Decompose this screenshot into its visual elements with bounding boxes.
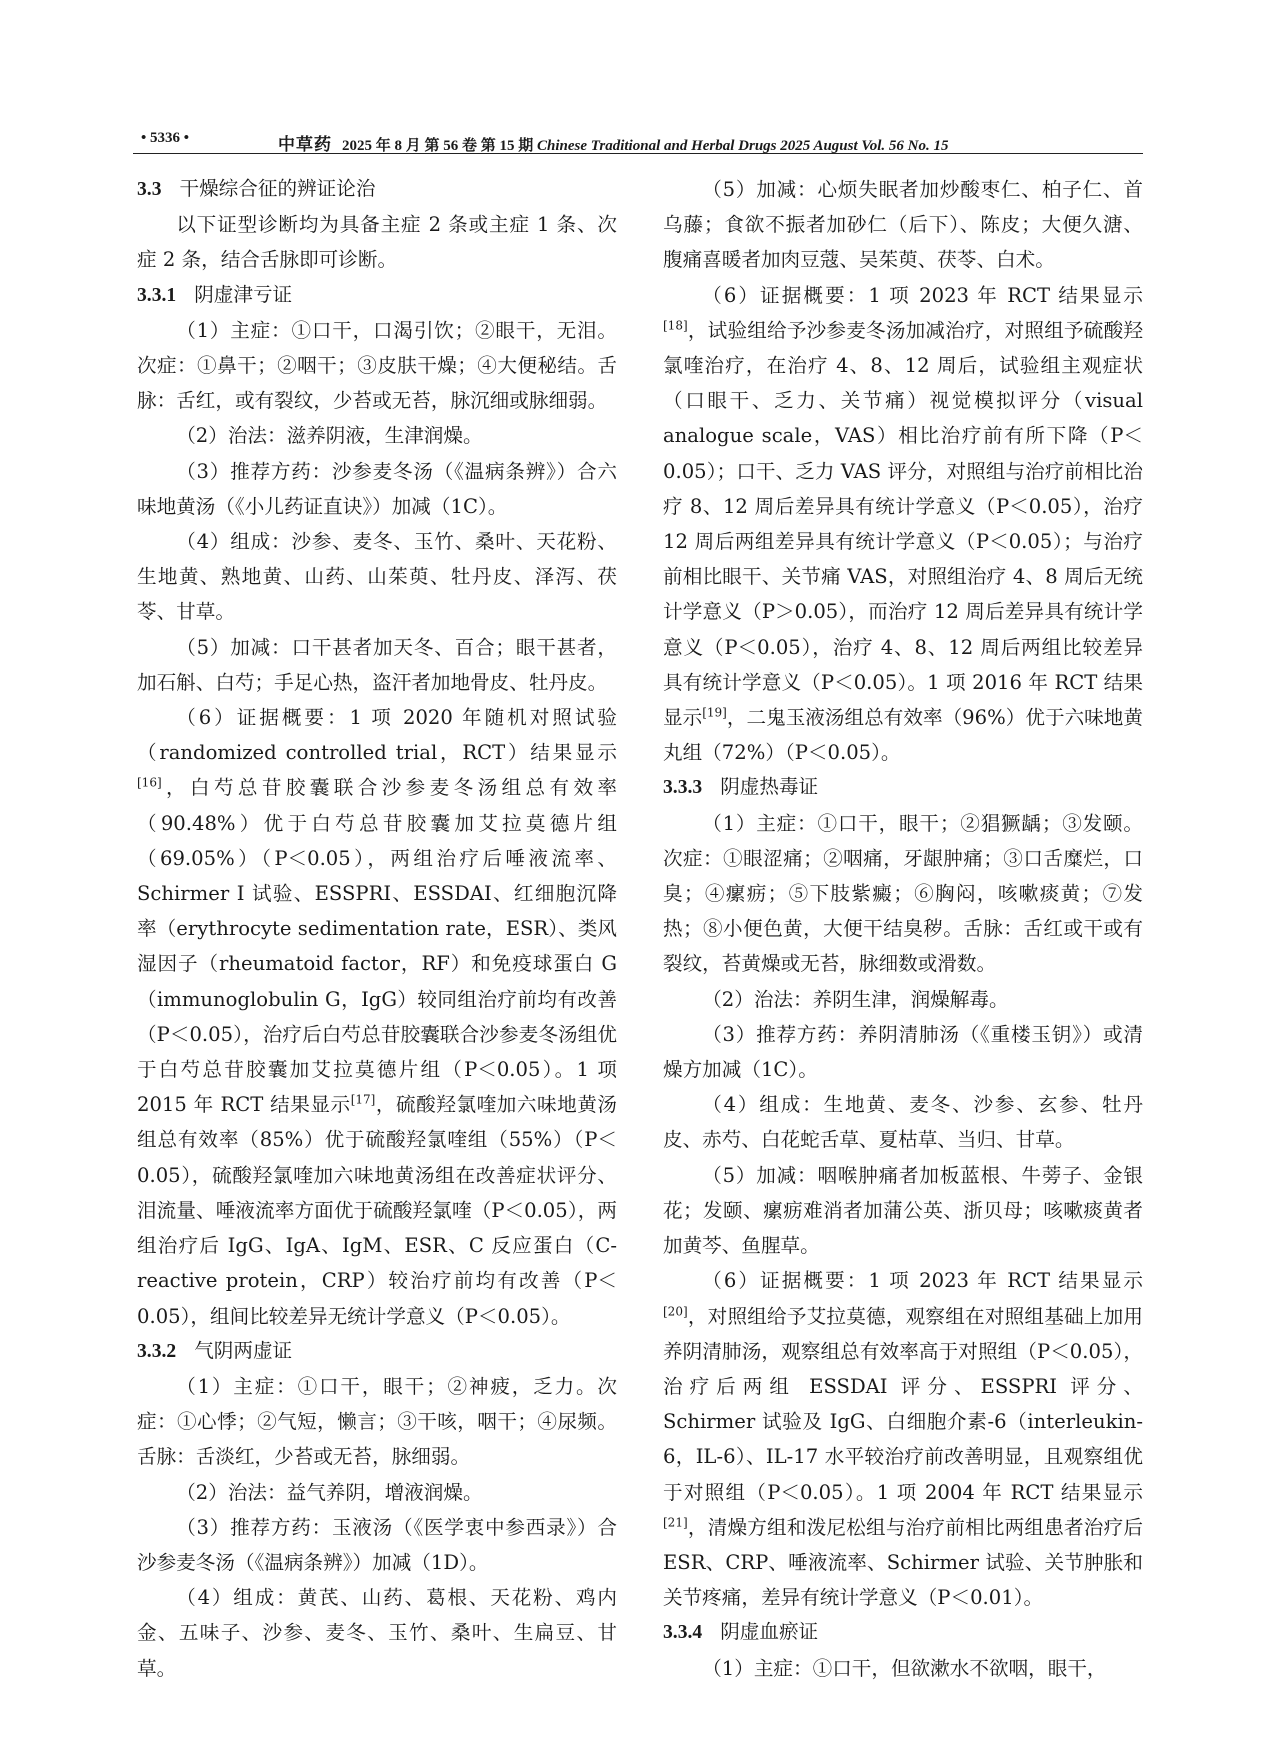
paragraph-treatment: （2）治法：益气养阴，增液润燥。: [176, 1480, 483, 1504]
section-heading-3-3-4: [663, 1615, 1143, 1650]
section-number: 3.3.2: [137, 1340, 177, 1362]
paragraph-composition: （4）组成：生地黄、麦冬、沙参、玄参、牡丹皮、赤芍、白花蛇舌草、夏枯草、当归、甘草。: [663, 1093, 1143, 1152]
right-column: [663, 172, 1143, 1686]
page-number: • 5336 •: [141, 130, 190, 146]
text-run: （6）证据概要：1 项 2023 年 RCT 结果显示: [702, 283, 1143, 307]
header-rule: [133, 153, 1143, 154]
paragraph-treatment: （2）治法：养阴生津，润燥解毒。: [702, 987, 1009, 1011]
journal-name-cn: 中草药: [278, 135, 332, 154]
paragraph-modification: （5）加减：咽喉肿痛者加板蓝根、牛蒡子、金银花；发颐、瘰疬难消者加蒲公英、浙贝母；咳嗽痰黄者加黄芩、鱼腥草。: [663, 1163, 1143, 1258]
paragraph-composition: （4）组成：黄芪、山药、葛根、天花粉、鸡内金、五味子、沙参、麦冬、玉竹、桑叶、生扁豆、甘草。: [137, 1586, 617, 1680]
paragraph-prescription: （3）推荐方药：玉液汤（《医学衷中参西录》）合沙参麦冬汤（《温病条辨》）加减（1D）。: [137, 1515, 617, 1574]
section-title: 阴虚津亏证: [194, 283, 293, 306]
citation-ref: [16]: [137, 775, 162, 790]
paragraph-symptoms: （1）主症：①口干，但欲漱水不欲咽，眼干，: [702, 1656, 1107, 1680]
paragraph-symptoms: （1）主症：①口干，眼干；②猖獗龋；③发颐。次症：①眼涩痛；②咽痛，牙龈肿痛；③口舌糜烂，口臭；④瘰疬；⑤下肢紫癜；⑥胸闷，咳嗽痰黄；⑦发热；⑧小便色黄，大便干结臭秽。舌脉：舌红或干或有裂纹，苔黄燥或无苔，脉细数或滑数。: [663, 811, 1143, 976]
paragraph-modification: （5）加减：口干甚者加天冬、百合；眼干甚者，加石斛、白芍；手足心热，盗汗者加地骨皮、牡丹皮。: [137, 635, 617, 694]
section-heading-3-3-1: [137, 278, 617, 313]
paragraph-composition: （4）组成：沙参、麦冬、玉竹、桑叶、天花粉、生地黄、熟地黄、山药、山茱萸、牡丹皮、泽泻、茯苓、甘草。: [137, 530, 617, 624]
issue-info-cn: 2025 年 8 月 第 56 卷 第 15 期: [342, 138, 534, 154]
text-run: ，二鬼玉液汤组总有效率（96%）优于六味地黄丸组（72%）（P＜0.05）。: [663, 706, 1143, 765]
journal-name-en: Chinese Traditional and Herbal Drugs 2025 August Vol. 56 No. 15: [537, 138, 949, 154]
section-number: 3.3.1: [137, 284, 177, 306]
section-number: 3.3.3: [663, 777, 703, 799]
paragraph-treatment: （2）治法：滋养阴液，生津润燥。: [176, 424, 483, 448]
paragraph-evidence: [663, 278, 1143, 771]
citation-ref: [17]: [350, 1092, 376, 1107]
text-run: ，硫酸羟氯喹加六味地黄汤组总有效率（85%）优于硫酸羟氯喹组（55%）（P＜0.05），硫酸羟氯喹加六味地黄汤组在改善症状评分、泪流量、唾液流率方面优于硫酸羟氯喹（P＜0.05），两组治疗后 IgG、IgA、IgM、ESR、C 反应蛋白（C-reactive protein，CRP）较治疗前均有改善（P＜0.05），组间比较差异无统计学意义（P＜0.05）。: [137, 1093, 618, 1328]
section-title: 阴虚血瘀证: [720, 1621, 819, 1644]
paragraph-prescription: （3）推荐方药：养阴清肺汤（《重楼玉钥》）或清燥方加减（1C）。: [663, 1022, 1143, 1082]
citation-ref: [20]: [663, 1303, 688, 1318]
text-run: ，清燥方组和泼尼松组与治疗前相比两组患者治疗后 ESR、CRP、唾液流率、Schirmer 试验、关节肿胀和关节疼痛，差异有统计学意义（P＜0.01）。: [663, 1515, 1143, 1610]
paragraph-prescription: （3）推荐方药：沙参麦冬汤（《温病条辨》）合六味地黄汤（《小儿药证直诀》）加减（1C）。: [137, 459, 617, 518]
text-run: ，对照组给予艾拉莫德，观察组在对照组基础上加用养阴清肺汤，观察组总有效率高于对照组（P＜0.05），治疗后两组 ESSDAI 评分、ESSPRI 评分、Schirmer 试验及 IgG、白细胞介素-6（interleukin-6，IL-6）、IL-17 水平较治疗前改善明显，且观察组优于对照组（P＜0.05）。1 项 2004 年 RCT 结果显示: [663, 1304, 1143, 1504]
page-header: [133, 128, 1143, 154]
section-number: 3.3: [137, 179, 162, 200]
section-title: 阴虚热毒证: [720, 776, 819, 799]
paragraph-symptoms: （1）主症：①口干，眼干；②神疲，乏力。次症：①心悸；②气短，懒言；③干咳，咽干；④尿频。舌脉：舌淡红，少苔或无苔，脉细弱。: [137, 1374, 617, 1469]
paragraph-symptoms: （1）主症：①口干，口渴引饮；②眼干，无泪。次症：①鼻干；②咽干；③皮肤干燥；④大便秘结。舌脉：舌红，或有裂纹，少苔或无苔，脉沉细或脉细弱。: [137, 318, 617, 413]
citation-ref: [18]: [663, 318, 688, 333]
text-run: （6）证据概要：1 项 2020 年随机对照试验（randomized controlled trial，RCT）结果显示: [137, 706, 617, 765]
paragraph-intro: 以下证型诊断均为具备主症 2 条或主症 1 条、次症 2 条，结合舌脉即可诊断。: [137, 213, 617, 272]
section-heading-3-3-3: [663, 770, 1143, 805]
paragraph-modification: （5）加减：心烦失眠者加炒酸枣仁、柏子仁、首乌藤；食欲不振者加砂仁（后下）、陈皮；大便久溏、腹痛喜暖者加肉豆蔻、吴茱萸、茯苓、白术。: [663, 178, 1143, 272]
paragraph-evidence: [663, 1263, 1143, 1615]
citation-ref: [21]: [663, 1515, 688, 1530]
citation-ref: [19]: [702, 705, 727, 720]
section-heading-3-3-2: [137, 1334, 617, 1369]
left-column: [137, 172, 617, 1686]
section-heading-3-3: [137, 172, 617, 207]
text-run: ，白芍总苷胶囊联合沙参麦冬汤组总有效率（90.48%）优于白芍总苷胶囊加艾拉莫德片组（69.05%）（P＜0.05），两组治疗后唾液流率、Schirmer I 试验、ESSPRI、ESSDAI、红细胞沉降率（erythrocyte sedimentation rate，ESR）、类风湿因子（rheumatoid factor，RF）和免疫球蛋白 G（immunoglobulin G，IgG）较同组治疗前均有改善（P＜0.05），治疗后白芍总苷胶囊联合沙参麦冬汤组优于白芍总苷胶囊加艾拉莫德片组（P＜0.05）。1 项 2015 年 RCT 结果显示: [137, 776, 617, 1117]
journal-title: [278, 130, 948, 155]
paragraph-evidence: [137, 700, 617, 1334]
text-run: ，试验组给予沙参麦冬汤加减治疗，对照组予硫酸羟氯喹治疗，在治疗 4、8、12 周后，试验组主观症状（口眼干、乏力、关节痛）视觉模拟评分（visual analogue scale，VAS）相比治疗前有所下降（P＜0.05）；口干、乏力 VAS 评分，对照组与治疗前相比治疗 8、12 周后差异具有统计学意义（P＜0.05），治疗 12 周后两组差异具有统计学意义（P＜0.05）；与治疗前相比眼干、关节痛 VAS，对照组治疗 4、8 周后无统计学意义（P＞0.05），而治疗 12 周后差异具有统计学意义（P＜0.05），治疗 4、8、12 周后两组比较差异具有统计学意义（P＜0.05）。1 项 2016 年 RCT 结果显示: [663, 318, 1143, 730]
section-number: 3.3.4: [663, 1622, 703, 1644]
section-title: 干燥综合征的辨证论治: [179, 178, 376, 200]
section-title: 气阴两虚证: [194, 1339, 293, 1362]
text-run: （6）证据概要：1 项 2023 年 RCT 结果显示: [702, 1269, 1143, 1293]
